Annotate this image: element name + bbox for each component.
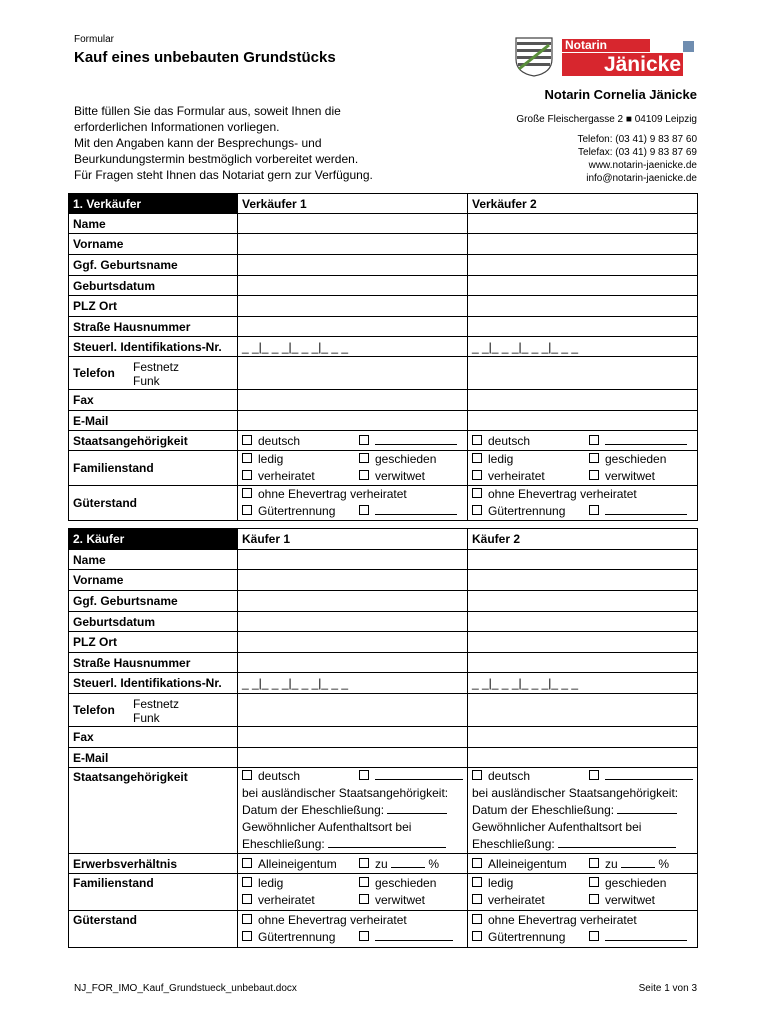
checkbox[interactable] — [242, 453, 252, 463]
checkbox[interactable] — [359, 931, 369, 941]
buyer2-name-field[interactable] — [468, 550, 698, 570]
notary-web[interactable]: www.notarin-jaenicke.de — [588, 160, 697, 171]
option-label: Gütertrennung — [488, 504, 566, 518]
table-row — [69, 194, 698, 214]
option-label: verwitwet — [605, 893, 656, 907]
option-label: zu — [375, 856, 388, 871]
option-label: verwitwet — [375, 893, 426, 907]
field-label: Straße Hausnummer — [69, 317, 238, 337]
buyer2-birthdate-field[interactable] — [468, 612, 698, 632]
option-label: verheiratet — [488, 469, 545, 483]
logo-square-icon — [683, 41, 694, 52]
field-label: Familienstand — [69, 451, 238, 486]
option-label: deutsch — [488, 433, 531, 448]
table-row — [69, 632, 698, 653]
field-label: Güterstand — [69, 911, 238, 948]
seller2-street-field[interactable] — [468, 317, 698, 337]
intro-line: Mit den Angaben kann der Besprechungs- und — [74, 136, 322, 150]
phone-landline-label: Festnetz — [133, 360, 180, 374]
field-label: PLZ Ort — [69, 296, 238, 317]
option-label: ledig — [258, 452, 284, 466]
seller2-firstname-field[interactable] — [468, 234, 698, 255]
field-label: Güterstand — [69, 486, 238, 521]
buyer1-phone-field[interactable] — [238, 694, 468, 727]
checkbox[interactable] — [589, 505, 599, 515]
field-label: Erwerbsverhältnis — [69, 854, 238, 874]
section-title: 1. Verkäufer — [69, 194, 238, 214]
seller1-birthdate-field[interactable] — [238, 276, 468, 296]
field-label: Familienstand — [69, 874, 238, 911]
table-row — [69, 874, 698, 911]
table-row — [69, 317, 698, 337]
field-label: Staatsangehörigkeit — [69, 768, 238, 854]
notary-name: Notarin Cornelia Jänicke — [544, 87, 697, 102]
seller1-property-regime — [238, 486, 468, 521]
foreign-nationality-label: bei ausländischer Staatsangehörigkeit: — [472, 786, 679, 800]
checkbox[interactable] — [589, 858, 599, 868]
checkbox[interactable] — [359, 470, 369, 480]
sellers-table — [68, 193, 698, 521]
blank-line[interactable] — [375, 514, 457, 515]
table-row — [69, 727, 698, 748]
phone-cell — [69, 357, 238, 390]
phone-landline-label: Festnetz — [133, 697, 180, 711]
table-row — [69, 673, 698, 694]
checkbox[interactable] — [359, 770, 369, 780]
field-label: Vorname — [69, 570, 238, 591]
seller1-name-field[interactable] — [238, 214, 468, 234]
option-label: Alleineigentum — [488, 856, 567, 871]
footer-filename: NJ_FOR_IMO_Kauf_Grundstueck_unbebaut.docx — [74, 983, 297, 994]
seller1-taxid-field[interactable]: _ _|_ _ _|_ _ _|_ _ _ — [238, 337, 468, 357]
seller1-birthname-field[interactable] — [238, 255, 468, 276]
checkbox[interactable] — [589, 470, 599, 480]
option-label: verheiratet — [258, 893, 315, 907]
table-row — [69, 431, 698, 451]
form-category: Formular — [74, 34, 115, 45]
field-label: Steuerl. Identifikations-Nr. — [69, 337, 238, 357]
blank-line[interactable] — [375, 940, 453, 941]
option-label: ohne Ehevertrag verheiratet — [488, 913, 637, 927]
field-label: Ggf. Geburtsname — [69, 255, 238, 276]
buyer2-phone-field[interactable] — [468, 694, 698, 727]
coat-of-arms-icon — [515, 37, 553, 77]
blank-line[interactable] — [387, 813, 447, 814]
checkbox[interactable] — [472, 470, 482, 480]
field-label: Name — [69, 550, 238, 570]
option-label: geschieden — [375, 876, 437, 890]
at-marriage-label: Eheschließung: — [242, 837, 325, 851]
table-row — [69, 550, 698, 570]
logo-name: Jänicke — [562, 53, 683, 76]
option-label: Gütertrennung — [258, 930, 336, 944]
intro-line: Beurkundungstermin bestmöglich vorbereitet werden. — [74, 152, 359, 166]
checkbox[interactable] — [589, 877, 599, 887]
at-marriage-label: Eheschließung: — [472, 837, 555, 851]
buyer1-birthname-field[interactable] — [238, 591, 468, 612]
table-row — [69, 337, 698, 357]
checkbox[interactable] — [472, 931, 482, 941]
column-header: Verkäufer 2 — [468, 194, 698, 214]
checkbox[interactable] — [242, 435, 252, 445]
option-label: Gütertrennung — [258, 504, 336, 518]
buyer1-birthdate-field[interactable] — [238, 612, 468, 632]
checkbox[interactable] — [589, 931, 599, 941]
option-label: verwitwet — [375, 469, 426, 483]
seller2-taxid-field[interactable]: _ _|_ _ _|_ _ _|_ _ _ — [468, 337, 698, 357]
checkbox[interactable] — [359, 858, 369, 868]
buyer2-fax-field[interactable] — [468, 727, 698, 748]
buyer2-firstname-field[interactable] — [468, 570, 698, 591]
buyer2-taxid-field[interactable]: _ _|_ _ _|_ _ _|_ _ _ — [468, 673, 698, 694]
residence-label: Gewöhnlicher Aufenthaltsort bei — [242, 820, 412, 834]
buyer1-nationality — [238, 768, 468, 854]
table-row — [69, 768, 698, 854]
checkbox[interactable] — [242, 770, 252, 780]
seller2-city-field[interactable] — [468, 296, 698, 317]
checkbox[interactable] — [242, 470, 252, 480]
option-label: deutsch — [258, 433, 301, 448]
column-header: Käufer 1 — [238, 529, 468, 550]
field-label: Vorname — [69, 234, 238, 255]
phone-mobile-label: Funk — [133, 711, 160, 725]
buyer1-property-regime — [238, 911, 468, 948]
intro-line: erforderlichen Informationen vorliegen. — [74, 120, 280, 134]
checkbox[interactable] — [359, 435, 369, 445]
table-row — [69, 854, 698, 874]
buyer1-marital — [238, 874, 468, 911]
seller2-fax-field[interactable] — [468, 390, 698, 411]
seller1-marital — [238, 451, 468, 486]
intro-text — [74, 103, 414, 183]
field-label: Name — [69, 214, 238, 234]
intro-line: Für Fragen steht Ihnen das Notariat gern zur Verfügung. — [74, 168, 373, 182]
blank-line[interactable] — [621, 867, 655, 868]
checkbox[interactable] — [242, 894, 252, 904]
option-label: verwitwet — [605, 469, 656, 483]
checkbox[interactable] — [242, 858, 252, 868]
seller2-email-field[interactable] — [468, 411, 698, 431]
table-row — [69, 411, 698, 431]
checkbox[interactable] — [359, 453, 369, 463]
field-label: Geburtsdatum — [69, 612, 238, 632]
buyer2-nationality — [468, 768, 698, 854]
buyer1-acquisition — [238, 854, 468, 874]
marriage-date-label: Datum der Eheschließung: — [472, 803, 615, 817]
checkbox[interactable] — [472, 435, 482, 445]
notary-fax: Telefax: (03 41) 9 83 87 69 — [578, 147, 697, 158]
blank-line[interactable] — [375, 444, 457, 445]
notary-address: Große Fleischergasse 2 ■ 04109 Leipzig — [516, 114, 697, 125]
checkbox[interactable] — [359, 505, 369, 515]
field-label: Steuerl. Identifikations-Nr. — [69, 673, 238, 694]
table-row — [69, 570, 698, 591]
seller2-marital — [468, 451, 698, 486]
buyer2-property-regime — [468, 911, 698, 948]
blank-line[interactable] — [605, 514, 687, 515]
option-label: deutsch — [258, 769, 301, 783]
field-label: E-Mail — [69, 748, 238, 768]
field-label: Straße Hausnummer — [69, 653, 238, 673]
buyer2-street-field[interactable] — [468, 653, 698, 673]
seller1-fax-field[interactable] — [238, 390, 468, 411]
checkbox[interactable] — [589, 894, 599, 904]
checkbox[interactable] — [589, 453, 599, 463]
phone-cell — [69, 694, 238, 727]
table-row — [69, 451, 698, 486]
buyer2-marital — [468, 874, 698, 911]
footer-page-number: Seite 1 von 3 — [638, 983, 697, 994]
checkbox[interactable] — [359, 877, 369, 887]
checkbox[interactable] — [472, 488, 482, 498]
field-label: E-Mail — [69, 411, 238, 431]
percent-label: % — [428, 856, 440, 871]
table-row — [69, 296, 698, 317]
field-label: PLZ Ort — [69, 632, 238, 653]
field-label: Telefon — [73, 703, 115, 717]
option-label: deutsch — [488, 769, 531, 783]
seller1-nationality — [238, 431, 468, 451]
page-title: Kauf eines unbebauten Grundstücks — [74, 49, 336, 66]
blank-line[interactable] — [605, 779, 693, 780]
checkbox[interactable] — [472, 770, 482, 780]
notary-email[interactable]: info@notarin-jaenicke.de — [586, 173, 697, 184]
notary-phone: Telefon: (03 41) 9 83 87 60 — [577, 134, 697, 145]
checkbox[interactable] — [472, 505, 482, 515]
option-label: verheiratet — [258, 469, 315, 483]
seller1-firstname-field[interactable] — [238, 234, 468, 255]
buyer1-street-field[interactable] — [238, 653, 468, 673]
logo-notarin: Notarin — [562, 39, 650, 52]
table-row — [69, 357, 698, 390]
seller2-phone-field[interactable] — [468, 357, 698, 390]
blank-line[interactable] — [605, 444, 687, 445]
foreign-nationality-label: bei ausländischer Staatsangehörigkeit: — [242, 786, 449, 800]
blank-line[interactable] — [605, 940, 687, 941]
table-row — [69, 276, 698, 296]
seller2-name-field[interactable] — [468, 214, 698, 234]
buyer2-city-field[interactable] — [468, 632, 698, 653]
option-label: geschieden — [605, 876, 667, 890]
blank-line[interactable] — [375, 779, 463, 780]
buyers-table — [68, 528, 698, 948]
checkbox[interactable] — [472, 877, 482, 887]
field-label: Fax — [69, 390, 238, 411]
percent-label: % — [658, 856, 670, 871]
table-row — [69, 911, 698, 948]
checkbox[interactable] — [589, 770, 599, 780]
seller2-birthname-field[interactable] — [468, 255, 698, 276]
buyer1-city-field[interactable] — [238, 632, 468, 653]
buyer1-taxid-field[interactable]: _ _|_ _ _|_ _ _|_ _ _ — [238, 673, 468, 694]
option-label: geschieden — [375, 452, 437, 466]
buyer2-acquisition — [468, 854, 698, 874]
field-label: Fax — [69, 727, 238, 748]
seller1-street-field[interactable] — [238, 317, 468, 337]
residence-label: Gewöhnlicher Aufenthaltsort bei — [472, 820, 642, 834]
option-label: Alleineigentum — [258, 856, 337, 871]
option-label: Gütertrennung — [488, 930, 566, 944]
table-row — [69, 529, 698, 550]
table-row — [69, 653, 698, 673]
table-row — [69, 234, 698, 255]
field-label: Staatsangehörigkeit — [69, 431, 238, 451]
seller1-city-field[interactable] — [238, 296, 468, 317]
buyer1-email-field[interactable] — [238, 748, 468, 768]
buyer2-birthname-field[interactable] — [468, 591, 698, 612]
checkbox[interactable] — [472, 858, 482, 868]
buyer1-firstname-field[interactable] — [238, 570, 468, 591]
checkbox[interactable] — [242, 931, 252, 941]
option-label: ohne Ehevertrag verheiratet — [258, 913, 407, 927]
table-row — [69, 612, 698, 632]
blank-line[interactable] — [391, 867, 425, 868]
notary-contact — [577, 133, 697, 185]
option-label: verheiratet — [488, 893, 545, 907]
blank-line[interactable] — [617, 813, 677, 814]
checkbox[interactable] — [242, 505, 252, 515]
seller1-email-field[interactable] — [238, 411, 468, 431]
option-label: ohne Ehevertrag verheiratet — [488, 487, 637, 501]
checkbox[interactable] — [359, 894, 369, 904]
table-row — [69, 390, 698, 411]
intro-line: Bitte füllen Sie das Formular aus, soweit Ihnen die — [74, 104, 341, 118]
option-label: ledig — [488, 452, 514, 466]
blank-line[interactable] — [328, 847, 446, 848]
checkbox[interactable] — [242, 877, 252, 887]
option-label: geschieden — [605, 452, 667, 466]
table-row — [69, 748, 698, 768]
field-label: Geburtsdatum — [69, 276, 238, 296]
table-row — [69, 591, 698, 612]
checkbox[interactable] — [242, 488, 252, 498]
seller1-phone-field[interactable] — [238, 357, 468, 390]
checkbox[interactable] — [472, 453, 482, 463]
seller2-nationality — [468, 431, 698, 451]
table-row — [69, 486, 698, 521]
option-label: zu — [605, 856, 618, 871]
field-label: Ggf. Geburtsname — [69, 591, 238, 612]
table-row — [69, 214, 698, 234]
marriage-date-label: Datum der Eheschließung: — [242, 803, 385, 817]
checkbox[interactable] — [472, 914, 482, 924]
table-row — [69, 255, 698, 276]
column-header: Verkäufer 1 — [238, 194, 468, 214]
field-label: Telefon — [73, 366, 115, 380]
phone-mobile-label: Funk — [133, 374, 160, 388]
column-header: Käufer 2 — [468, 529, 698, 550]
buyer2-email-field[interactable] — [468, 748, 698, 768]
seller2-property-regime — [468, 486, 698, 521]
section-title: 2. Käufer — [69, 529, 238, 550]
checkbox[interactable] — [589, 435, 599, 445]
seller2-birthdate-field[interactable] — [468, 276, 698, 296]
option-label: ledig — [258, 876, 284, 890]
buyer1-name-field[interactable] — [238, 550, 468, 570]
buyer1-fax-field[interactable] — [238, 727, 468, 748]
table-row — [69, 694, 698, 727]
option-label: ledig — [488, 876, 514, 890]
blank-line[interactable] — [558, 847, 676, 848]
option-label: ohne Ehevertrag verheiratet — [258, 487, 407, 501]
checkbox[interactable] — [242, 914, 252, 924]
checkbox[interactable] — [472, 894, 482, 904]
